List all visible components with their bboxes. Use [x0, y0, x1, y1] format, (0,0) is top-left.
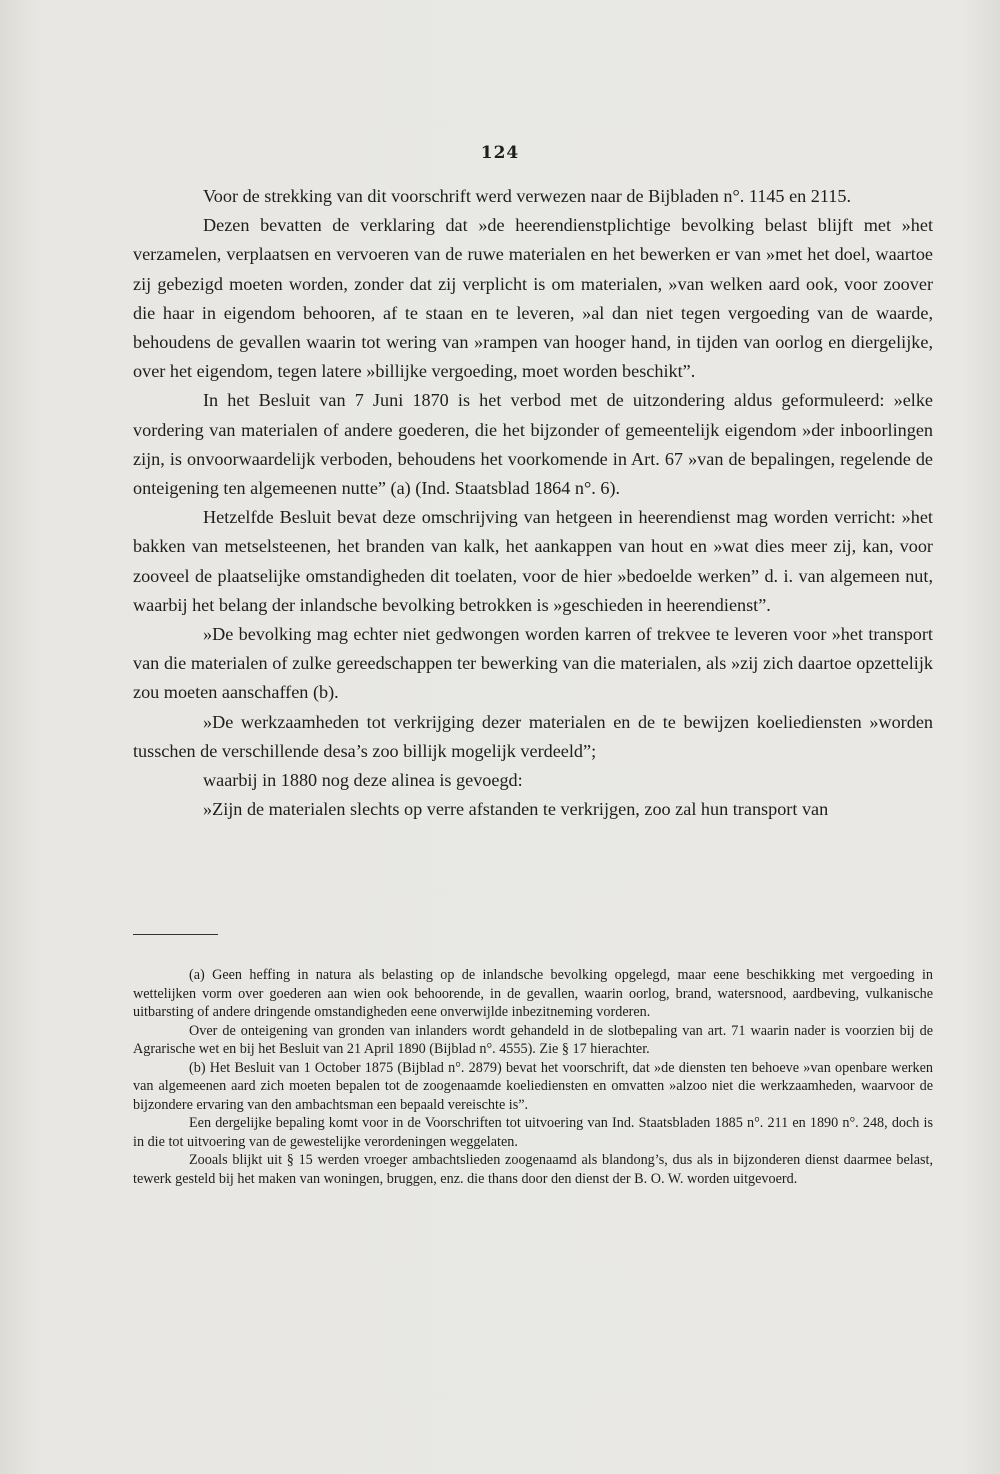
paragraph-6: »De werkzaamheden tot verkrijging dezer materialen en de te bewijzen koeliediensten »worden tusschen de verschillende desa’s zoo billijk mogelijk verdeeld”; — [133, 711, 933, 761]
paragraph-2: Dezen bevatten de verklaring dat »de heerendienstplichtige bevolking belast blijft met »het verzamelen, verplaatsen en vervoeren van de ruwe materialen en het bewerken er van »met het doel, waartoe zij gebezigd moeten worden, zonder dat zij verplicht is om materialen, »van welken aard ook, voor zoover die haar in eigendom behooren, af te staan en te leveren, »al dan niet tegen vergoeding van de waarde, behoudens de gevallen waarin tot wering van »rampen van hooger hand, in tijden van oorlog en diergelijke, over het eigendom, tegen latere »billijke vergoeding, moet worden beschikt”. — [133, 215, 933, 382]
page-number: 124 — [480, 143, 520, 163]
paragraph-3: In het Besluit van 7 Juni 1870 is het verbod met de uitzondering aldus geformuleerd: »elke vordering van materialen of andere goederen, die het bijzonder of gemeentelijk eigendom »der inboorlingen zijn, is onvoorwaardelijk verboden, behoudens het voorkomende in Art. 67 »van de bepalingen, regelende de onteigening ten algemeenen nutte” (a) (Ind. Staatsblad 1864 n°. 6). — [133, 390, 933, 499]
paragraph-7: waarbij in 1880 nog deze alinea is gevoegd: — [203, 770, 523, 791]
footnote-a-continued: Over de onteigening van gronden van inlanders wordt gehandeld in de slotbepaling van art. 71 waarin nader is voorzien bij de Agrarische wet en bij het Besluit van 21 April 1890 (Bijblad n°. 4555). Zie § 17 hierachter. — [133, 1022, 933, 1057]
footnote-b-continued: Een dergelijke bepaling komt voor in de Voorschriften tot uitvoering van Ind. Staatsbladen 1885 n°. 211 en 1890 n°. 248, doch is in die tot uitvoering van de gewestelijke verordeningen weggelaten. — [133, 1115, 933, 1150]
footnote-a: (a) Geen heffing in natura als belasting op de inlandsche bevolking opgelegd, maar eene beschikking met vergoeding in wettelijken vorm over goederen aan wien ook behoorende, in de gevallen, waarin oorlog, brand, watersnood, aardbeving, vulkanische uitbarsting of andere dringende omstandigheden eene onverwijlde inbezitneming vorderen. — [133, 967, 933, 1020]
paragraph-1: Voor de strekking van dit voorschrift werd verwezen naar de Bijbladen n°. 1145 en 2115. — [203, 186, 852, 206]
footnote-b-remark: Zooals blijkt uit § 15 werden vroeger ambachtslieden zoogenaamd als blandong’s, dus als in bijzonderen dienst daarmee belast, tewerk gesteld bij het maken van woningen, bruggen, enz. die thans door den dienst der B. O. W. worden uitgevoerd. — [133, 1152, 933, 1187]
paragraph-4: Hetzelfde Besluit bevat deze omschrijving van hetgeen in heerendienst mag worden verricht: »het bakken van metselsteenen, het branden van kalk, het aankappen van hout en »wat dies meer zij, kan, voor zooveel de plaatselijke omstandigheden dit toelaten, voor de hier »bedoelde werken” d. i. van algemeen nut, waarbij het belang der inlandsche bevolking betrokken is »geschieden in heerendienst”. — [133, 507, 933, 615]
paragraph-5: »De bevolking mag echter niet gedwongen worden karren of trekvee te leveren voor »het transport van die materialen of zulke gereedschappen ter bewerking van die materialen, als »zij zich daartoe opzettelijk zou moeten aanschaffen (b). — [133, 624, 933, 703]
paragraph-8: »Zijn de materialen slechts op verre afstanden te verkrijgen, zoo zal hun transport van — [203, 799, 829, 820]
footnote-divider — [133, 934, 218, 935]
footnotes — [133, 966, 933, 1188]
footnote-b: (b) Het Besluit van 1 October 1875 (Bijblad n°. 2879) bevat het voorschrift, dat »de diensten ten behoeve »van openbare werken van algemeenen aard zich moeten bepalen tot de zoogenaamde koeliediensten en omvatten »alzoo niet die werkzaamheden, waarvoor de bijzondere ervaring van den ambachtsman een bepaald vereischte is”. — [133, 1059, 933, 1113]
main-text — [133, 182, 933, 824]
